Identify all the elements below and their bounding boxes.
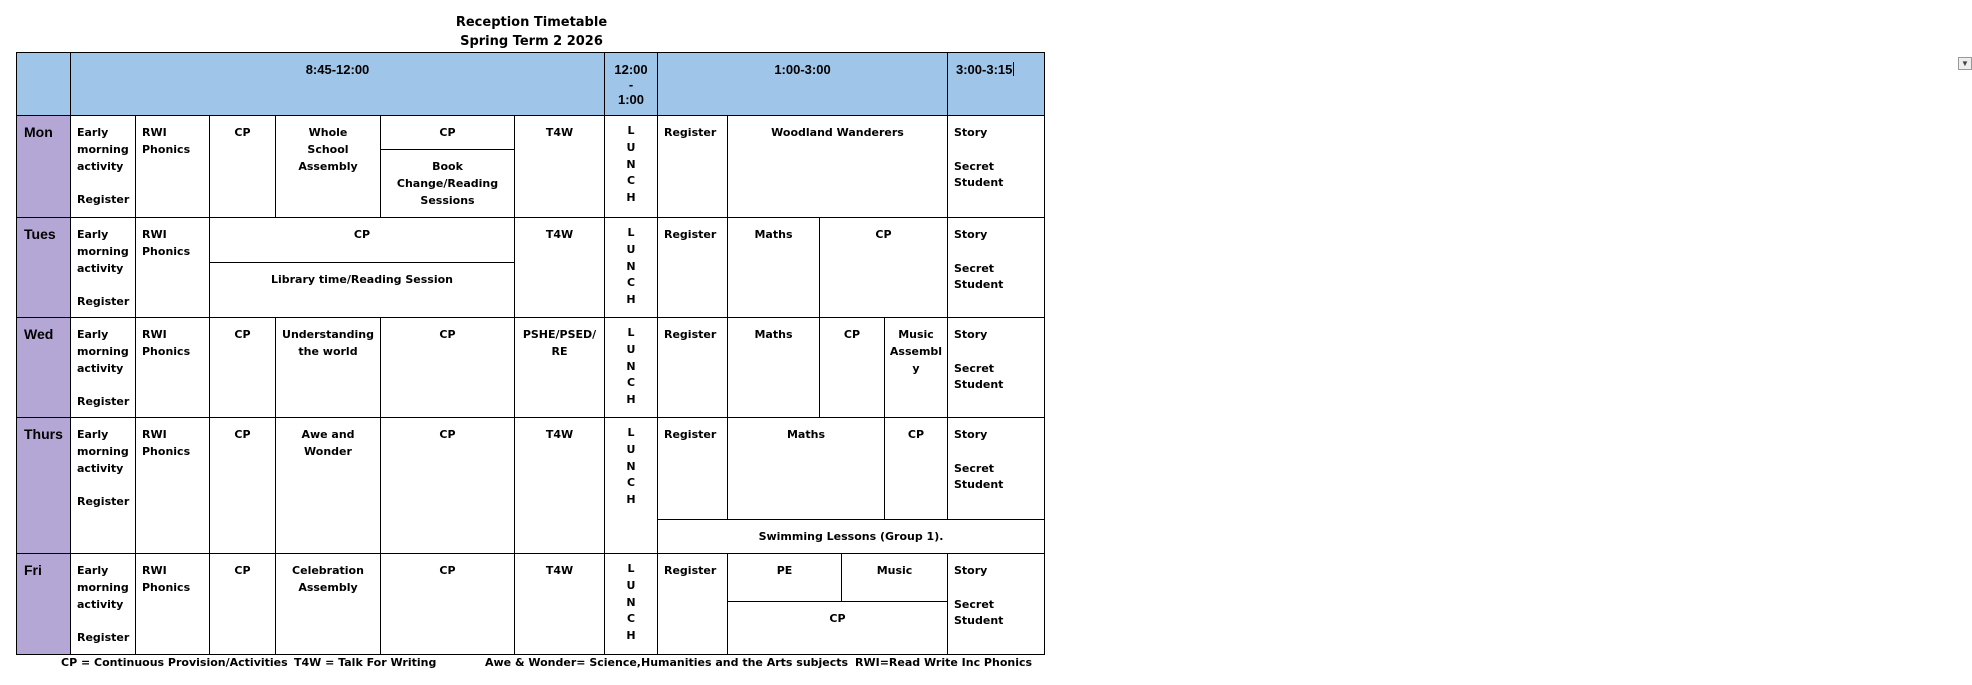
lunch-letter: U (626, 578, 636, 592)
thu-awe-wonder: Awe and Wonder (276, 418, 381, 554)
wed-early-register: Register (77, 395, 130, 409)
fri-early-line3: activity (77, 597, 124, 611)
lunch-letter: N (626, 595, 636, 609)
wed-music-assembly: Music Assembl y (885, 318, 948, 418)
fri-story-line1: Story (954, 564, 988, 577)
thu-early-line2: morning (77, 444, 129, 458)
thu-cp1: CP (210, 418, 276, 554)
wed-early-line1: Early (77, 328, 109, 341)
wed-early-line2: morning (77, 344, 129, 358)
thu-cp2: CP (381, 418, 515, 554)
legend-cp: CP = Continuous Provision/Activities (61, 656, 288, 669)
mon-story (948, 116, 1045, 218)
header-lunch (605, 53, 658, 116)
mon-book-change: Book Change/Reading Sessions (381, 150, 515, 218)
dropdown-arrow-icon[interactable]: ▼ (1958, 57, 1972, 70)
thu-register: Register (658, 418, 728, 520)
tue-library: Library time/Reading Session (210, 263, 515, 318)
wed-cp3: CP (820, 318, 885, 418)
fri-story-line2: Secret (954, 597, 995, 611)
text-cursor (1013, 62, 1014, 76)
tue-register: Register (658, 218, 728, 318)
wed-register: Register (658, 318, 728, 418)
tue-early-line1: Early (77, 228, 109, 241)
mon-woodland-wanderers: Woodland Wanderers (728, 116, 948, 218)
legend-awe: Awe & Wonder= Science,Humanities and the Arts subjects (485, 656, 849, 669)
mon-cp1: CP (210, 116, 276, 218)
lunch-letter: C (626, 174, 636, 188)
lunch-letter: C (626, 276, 636, 290)
thu-early-line1: Early (77, 428, 109, 441)
day-label-fri: Fri (17, 554, 71, 655)
fri-cp1: CP (210, 554, 276, 655)
timetable-grid (16, 52, 1969, 655)
thu-phonics-line2: Phonics (142, 444, 191, 458)
lunch-letter: U (626, 140, 636, 154)
tue-cp1: CP (210, 218, 515, 263)
thu-story (948, 418, 1045, 520)
fri-register: Register (658, 554, 728, 655)
wed-cp1: CP (210, 318, 276, 418)
lunch-letter: U (626, 242, 636, 256)
mon-cp2: CP (381, 116, 515, 150)
fri-cp3: CP (728, 602, 948, 655)
tue-story (948, 218, 1045, 318)
lunch-letter: N (626, 359, 636, 373)
lunch-letter: U (626, 342, 636, 356)
lunch-letter: N (626, 259, 636, 273)
thu-t4w: T4W (515, 418, 605, 554)
header-end-cell[interactable] (948, 53, 1969, 116)
fri-t4w: T4W (515, 554, 605, 655)
fri-music: Music (842, 554, 948, 602)
mon-story-line1: Story (954, 126, 988, 139)
tue-maths: Maths (728, 218, 820, 318)
tue-phonics-line1: RWI (142, 228, 167, 241)
mon-phonics-line2: Phonics (142, 142, 191, 156)
tue-story-line1: Story (954, 228, 988, 241)
day-label-tue: Tues (17, 218, 71, 318)
thu-story-line3: Student (954, 478, 1004, 492)
lunch-letter: H (626, 191, 636, 205)
fri-early-line2: morning (77, 580, 129, 594)
tue-early-line3: activity (77, 261, 124, 275)
mon-early-line2: morning (77, 142, 129, 156)
lunch-letter: L (627, 426, 635, 439)
mon-t4w: T4W (515, 116, 605, 218)
thu-story-line1: Story (954, 428, 988, 441)
lunch-letter: H (626, 393, 636, 407)
mon-register: Register (658, 116, 728, 218)
wed-cp2: CP (381, 318, 515, 418)
wed-phonics (136, 318, 210, 418)
mon-assembly: Whole School Assembly (276, 116, 381, 218)
thu-cp3: CP (885, 418, 948, 520)
lunch-letter: H (626, 629, 636, 643)
wed-story-line2: Secret (954, 361, 995, 375)
day-label-thu: Thurs (17, 418, 71, 554)
wed-story-line1: Story (954, 328, 988, 341)
wed-phonics-line1: RWI (142, 328, 167, 341)
tue-early-activity (71, 218, 136, 318)
lunch-letter: C (626, 476, 636, 490)
wed-story (948, 318, 1045, 418)
header-afternoon: 1:00-3:00 (658, 53, 948, 116)
day-label-wed: Wed (17, 318, 71, 418)
fri-phonics-line1: RWI (142, 564, 167, 577)
thu-lunch (605, 418, 658, 554)
mon-lunch (605, 116, 658, 218)
header-corner-cell (17, 53, 71, 116)
fri-early-register: Register (77, 631, 130, 645)
mon-early-line3: activity (77, 159, 124, 173)
thu-phonics-line1: RWI (142, 428, 167, 441)
fri-phonics-line2: Phonics (142, 580, 191, 594)
header-lunch-start: 12:00 (614, 62, 648, 77)
mon-phonics (136, 116, 210, 218)
lunch-letter: L (627, 124, 635, 137)
wed-early-activity (71, 318, 136, 418)
lunch-letter: U (626, 442, 636, 456)
tue-early-register: Register (77, 295, 130, 309)
header-lunch-dash: - (628, 77, 634, 92)
tue-cp2: CP (820, 218, 948, 318)
page-title: Reception Timetable (455, 15, 608, 30)
lunch-letter: C (626, 376, 636, 390)
mon-story-line3: Student (954, 176, 1004, 190)
fri-pe: PE (728, 554, 842, 602)
wed-phonics-line2: Phonics (142, 344, 191, 358)
tue-story-line3: Student (954, 278, 1004, 292)
page-subtitle: Spring Term 2 2026 (460, 34, 603, 49)
wed-lunch (605, 318, 658, 418)
fri-story-line3: Student (954, 614, 1004, 628)
fri-phonics (136, 554, 210, 655)
day-label-mon: Mon (17, 116, 71, 218)
mon-story-line2: Secret (954, 159, 995, 173)
fri-cp2: CP (381, 554, 515, 655)
thu-story-line2: Secret (954, 461, 995, 475)
thu-early-line3: activity (77, 461, 124, 475)
fri-early-activity (71, 554, 136, 655)
thu-swimming: Swimming Lessons (Group 1). (658, 520, 1045, 554)
mon-early-register: Register (77, 193, 130, 207)
header-lunch-end: 1:00 (617, 92, 645, 107)
tue-story-line2: Secret (954, 261, 995, 275)
thu-maths: Maths (728, 418, 885, 520)
legend-rwi: RWI=Read Write Inc Phonics (855, 656, 1033, 669)
header-morning: 8:45-12:00 (71, 53, 605, 116)
tue-early-line2: morning (77, 244, 129, 258)
lunch-letter: L (627, 326, 635, 339)
tue-t4w: T4W (515, 218, 605, 318)
lunch-letter: C (626, 612, 636, 626)
mon-early-line1: Early (77, 126, 109, 139)
mon-early-activity (71, 116, 136, 218)
fri-early-line1: Early (77, 564, 109, 577)
fri-lunch (605, 554, 658, 655)
lunch-letter: H (626, 293, 636, 307)
thu-phonics (136, 418, 210, 554)
lunch-letter: L (627, 562, 635, 575)
wed-pshe: PSHE/PSED/ RE (515, 318, 605, 418)
thu-early-activity (71, 418, 136, 554)
fri-celebration-assembly: Celebration Assembly (276, 554, 381, 655)
tue-lunch (605, 218, 658, 318)
lunch-letter: N (626, 459, 636, 473)
wed-maths: Maths (728, 318, 820, 418)
wed-understanding-world: Understanding the world (276, 318, 381, 418)
header-end: 3:00-3:15 (956, 62, 1013, 77)
tue-phonics-line2: Phonics (142, 244, 191, 258)
lunch-letter: N (626, 157, 636, 171)
wed-story-line3: Student (954, 378, 1004, 392)
lunch-letter: L (627, 226, 635, 239)
lunch-letter: H (626, 493, 636, 507)
fri-story (948, 554, 1045, 655)
legend-t4w: T4W = Talk For Writing (294, 656, 437, 669)
thu-early-register: Register (77, 495, 130, 509)
tue-phonics (136, 218, 210, 318)
wed-early-line3: activity (77, 361, 124, 375)
mon-phonics-line1: RWI (142, 126, 167, 139)
